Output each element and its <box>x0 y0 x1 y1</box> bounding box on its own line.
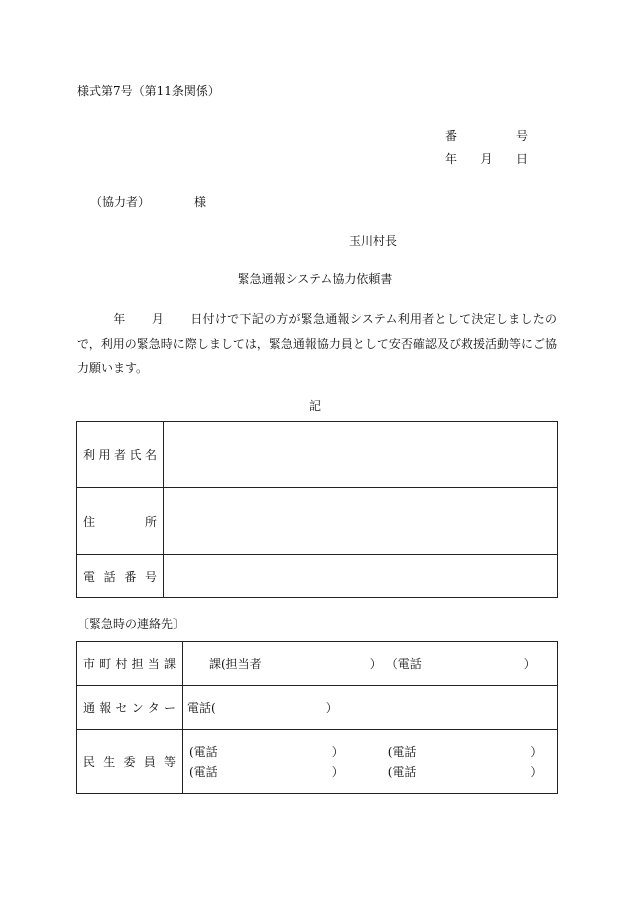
label-char: 利 <box>83 448 96 462</box>
date-line <box>445 153 528 165</box>
phone-text: （電話 <box>385 657 422 671</box>
municipal-label <box>77 642 183 686</box>
label-char: 号 <box>144 569 157 584</box>
label-char: 委 <box>123 755 136 769</box>
address-label <box>77 488 164 555</box>
label-char: 所 <box>144 514 157 529</box>
phone-text: (電話 <box>189 765 218 779</box>
user-name-label <box>77 422 164 488</box>
document-number-line <box>445 130 528 142</box>
label-char: ー <box>163 701 176 715</box>
addressee-label: （協力者） <box>90 195 151 209</box>
number-suffix: 号 <box>515 129 528 143</box>
addressee-honorific: 様 <box>194 195 207 209</box>
table-row <box>77 686 558 730</box>
label-char: 報 <box>99 701 112 715</box>
body-text: 日付けで下記の方が緊急通報システム利用者として決定しましたので，利用の緊急時に際しましては，緊急通報協力員として安否確認及び救援活動等にご協力願います。 <box>77 312 557 375</box>
welfare-label <box>77 730 183 794</box>
date-year: 年 <box>445 152 458 166</box>
user-name-field[interactable] <box>164 422 558 488</box>
close-paren: ） <box>331 765 344 779</box>
label-char: セ <box>115 701 128 715</box>
sender: 玉川村長 <box>349 234 398 248</box>
document-title: 緊急通報システム協力依頼書 <box>237 272 393 286</box>
close-paren: ） <box>530 745 543 759</box>
label-char: 生 <box>103 755 116 769</box>
ki-heading: 記 <box>308 399 321 413</box>
close-paren: ） <box>530 765 543 779</box>
table-row <box>77 422 558 488</box>
emergency-contact-table <box>76 641 558 794</box>
label-char: 課 <box>163 657 176 671</box>
center-label <box>77 686 183 730</box>
label-char: 町 <box>99 657 112 671</box>
phone-text: (電話 <box>189 745 218 759</box>
label-char: 住 <box>83 514 96 529</box>
municipal-field[interactable] <box>183 642 558 686</box>
label-char: 担 <box>131 657 144 671</box>
center-field[interactable] <box>183 686 558 730</box>
close-paren: ） <box>331 745 344 759</box>
table-row <box>77 488 558 555</box>
close-paren: ） <box>523 657 536 671</box>
label-char: 電 <box>83 569 96 584</box>
number-label: 番 <box>445 129 458 143</box>
label-char: 等 <box>163 755 176 769</box>
label-char: 市 <box>83 657 96 671</box>
label-char: 話 <box>103 569 116 584</box>
section-text: 課(担当者 <box>209 657 262 671</box>
phone-text: 電話( <box>187 701 216 715</box>
close-paren: ） <box>325 701 338 715</box>
label-char: 用 <box>98 448 111 462</box>
label-char: タ <box>147 701 160 715</box>
label-char: ン <box>131 701 144 715</box>
date-month: 月 <box>480 152 493 166</box>
label-char: 当 <box>147 657 160 671</box>
label-char: 通 <box>83 701 96 715</box>
label-char: 民 <box>83 755 96 769</box>
date-day: 日 <box>515 152 528 166</box>
addressee <box>90 196 206 208</box>
label-char: 氏 <box>129 448 142 462</box>
form-number: 様式第7号（第11条関係） <box>77 84 220 98</box>
phone-text: (電話 <box>387 765 417 779</box>
label-char: 番 <box>124 569 137 584</box>
table-row <box>77 555 558 598</box>
body-year: 年 <box>113 312 126 326</box>
user-info-table <box>76 421 558 598</box>
phone-label <box>77 555 164 598</box>
label-char: 員 <box>143 755 156 769</box>
body-paragraph <box>77 307 557 381</box>
welfare-field[interactable] <box>183 730 558 794</box>
table-row <box>77 730 558 794</box>
emergency-contact-heading: 〔緊急時の連絡先〕 <box>77 617 186 631</box>
close-paren: ） <box>369 657 382 671</box>
body-month: 月 <box>151 312 165 326</box>
label-char: 名 <box>144 448 157 462</box>
label-char: 村 <box>115 657 128 671</box>
label-char: 者 <box>113 448 126 462</box>
table-row <box>77 642 558 686</box>
phone-field[interactable] <box>164 555 558 598</box>
address-field[interactable] <box>164 488 558 555</box>
phone-text: (電話 <box>387 745 417 759</box>
